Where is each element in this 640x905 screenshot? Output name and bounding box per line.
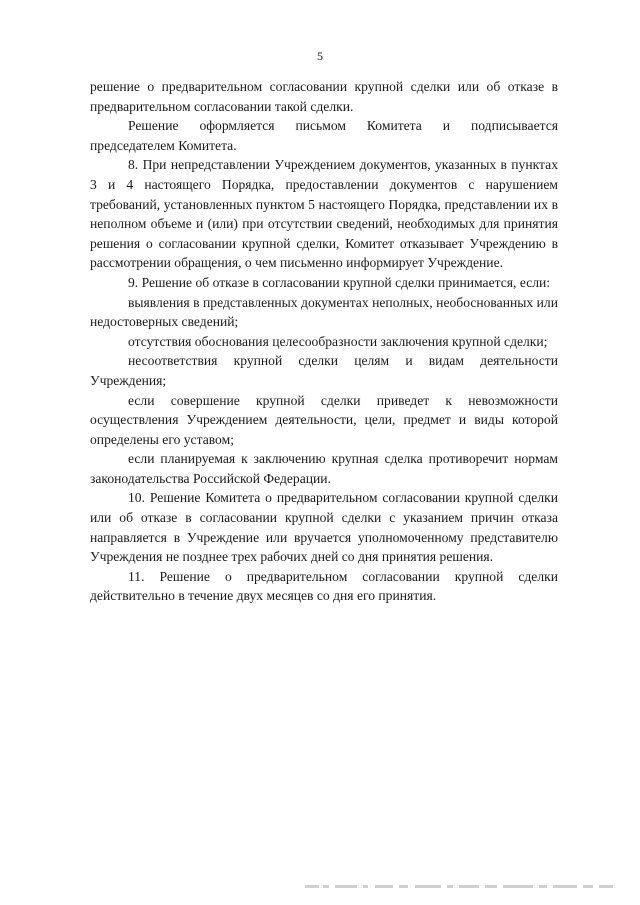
document-body: [90, 77, 558, 606]
paragraph-decision-format: Решение оформляется письмом Комитета и подписывается председателем Комитета.: [90, 118, 558, 153]
paragraph-item-11: 11. Решение о предварительном согласовании крупной сделки действительно в течение двух месяцев со дня его принятия.: [90, 568, 558, 604]
list-item-mismatch-goals: несоответствия крупной сделки целям и видам деятельности Учреждения;: [90, 353, 558, 388]
list-item-incomplete-info: выявления в представленных документах неполных, необоснованных или недостоверных сведений;: [90, 294, 558, 330]
list-item-no-justification: отсутствия обоснования целесообразности заключения крупной сделки;: [128, 333, 548, 349]
scan-footer-pattern: [305, 884, 615, 890]
paragraph-item-8: 8. При непредставлении Учреждением документов, указанных в пунктах 3 и 4 настоящего Порядка, предоставлении документов с нарушением требований, установленных пунктом 5 настоящего Порядка, представлении их в неполном объеме и (или) при отсутствии сведений, необходимых для принятия решения о согласовании крупной сделки, Комитет отказывает Учреждению в рассмотрении обращения, о чем письменно информирует Учреждение.: [90, 157, 558, 271]
paragraph-item-9: 9. Решение об отказе в согласовании крупной сделки принимается, если:: [128, 274, 551, 290]
list-item-impossibility: если совершение крупной сделки приведет к невозможности осуществления Учреждением деятельности, цели, предмет и виды которой определены его уставом;: [90, 392, 558, 447]
paragraph-item-10: 10. Решение Комитета о предварительном согласовании крупной сделки или об отказе в согласовании крупной сделки с указанием причин отказа направляется в Учреждение или вручается уполномоченному представителю Учреждения не позднее трех рабочих дней со дня принятия решения.: [90, 490, 558, 565]
page-number: 5: [317, 49, 323, 63]
paragraph-continuation: решение о предварительном согласовании крупной сделки или об отказе в предварительном согласовании такой сделки.: [90, 79, 558, 114]
list-item-contradicts-law: если планируемая к заключению крупная сделка противоречит нормам законодательства Российской Федерации.: [90, 451, 558, 486]
scan-footer-artifact: [305, 884, 615, 890]
